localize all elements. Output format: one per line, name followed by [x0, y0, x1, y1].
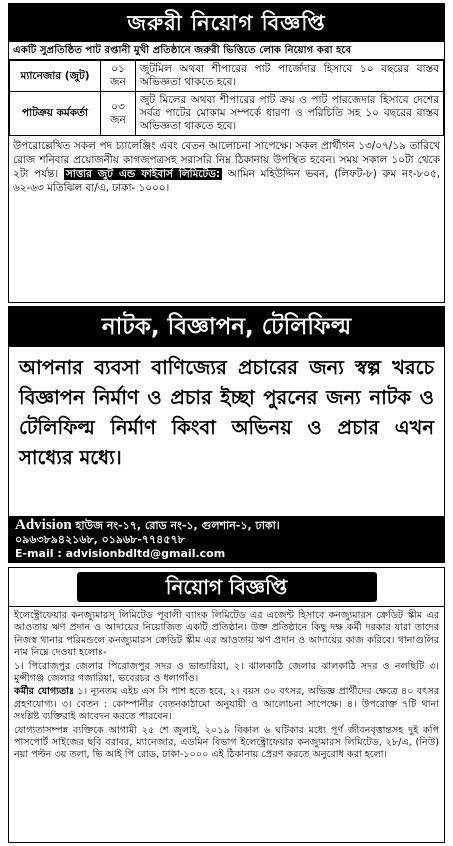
job-count: ০৩ জন	[101, 92, 136, 136]
advision-ad	[8, 306, 445, 563]
ad2-title: নাটক, বিজ্ঞাপন, টেলিফিল্ম	[9, 307, 444, 347]
ad2-contact	[9, 516, 444, 562]
job-position: ম্যানেজার (জুট)	[10, 61, 101, 92]
ad3-title: নিয়োগ বিজ্ঞপ্তি	[77, 572, 377, 602]
ad3-header	[9, 568, 444, 607]
ad3-text	[9, 607, 444, 766]
brand-address: হাউজ নং-১৭, রোড নং-১, গুলশান-১, ঢাকা।	[75, 519, 280, 532]
ad2-body: আপনার ব্যবসা বাণিজ্যের প্রচারের জন্য স্বল্প খরচে বিজ্ঞাপন নির্মাণ ও প্রচার ইচ্ছা পুরনের জন্য নাটক ও টেলিফিল্ম নির্মাণ কিংবা অভিনয় ও প্রচার এখন সাধ্যের মধ্যে।	[19, 356, 434, 469]
ad3-para4: যোগ্যতাসম্পন্ন ব্যক্তিকে আগামী ২৫ শে জুলাই, ২০১৯ বিকাল ৬ ঘটিকার মধ্যে পূর্ণ জীবনবৃত্তান্তসহ দুই কপি পাসপোর্ট সাইজের ছবি বরাবর, ম্যানেজার, এডমিন বিভাগ ইলেক্ট্রোফেয়ার কনজ্যুমারস লিমিটেড, ২৮/এ, (নিউ) নয়া পল্টন ৩য় তলা, ভি আই পি রোড, ঢাকা-১০০০ এই ঠিকানায় প্রেরণ করতে অনুরোধ করা হলো।	[14, 724, 439, 761]
company-address: আমিন মহিউদ্দিন ভবন, (লিফট-৮) রুম নং-৮০৫, ৬২-৬৩ মতিঝিল বা/এ, ঢাকা- ১০০০।	[13, 168, 441, 194]
ad1-footer	[9, 136, 444, 198]
recruitment-ad	[8, 567, 445, 843]
ad1-title: জরুরী নিয়োগ বিজ্ঞপ্তি	[9, 4, 444, 42]
table-row	[10, 92, 444, 136]
table-row	[10, 61, 444, 92]
job-requirement: জুটমিল অথবা শীপারের পাট পার্জেদার হিসাবে ১০ বছরের বাস্তব অভিজ্ঞতা থাকতে হবে।	[136, 61, 444, 92]
brand-name: Advision	[15, 517, 72, 533]
ad3-para2: ১। পিরোজপুর জেলার পিরোজপুর সদর ও ভান্ডারিয়া, ২। ঝালকাঠি জেলার ঝালকাঠি সদর ও নলছিটি ৩। মুন্সীগঞ্জ জেলার গজারিয়া, ভবেরচর ও ধলাগাঁও।	[14, 660, 439, 685]
ad3-para1: ইলেক্ট্রোফেয়ার কনজ্যুমারস্ লিমিটেড পূবালী ব্যাংক লিমিটেড এর এজেন্ট হিসাবে কনজ্যুমারস ক্রেডিট স্কীম এর আওতায় ঋণ প্রদান ও আদায়ের নিয়োজিত একটি প্রতিষ্ঠান। উক্ত প্রতিষ্ঠানে কিছু দক্ষ কর্মী দরকার যারা তাদের নিজস্ব থানার পরিমন্ডলে কনজ্যুমারস ক্রেডিট স্কীম এর আওতায় ঋণ প্রদান ও আদায়ের কাজ করিবে। থানাগুলির নাম নিম্নে দেওয়া হলোঃ-	[14, 610, 439, 659]
company-name: সাত্তার জুট এন্ড ফাইবার্স লিমিটেড:	[65, 168, 221, 180]
phone-numbers: ০৯৬৩৮৯৪২১৬৮, ০১৯৬৮-৭৭৪৫৭৮	[15, 533, 185, 546]
job-requirement: জুট মিলের অথবা শীপারের পাট ক্রয় ও পাট পারজেদার হিসাবে দেশের সর্বত্র পাটের মোকাম সম্পর্কে ধারণা ও পরিচিতি সহ ১০ বছরের বাস্তব অভিজ্ঞতা থাকতে হবে।	[136, 92, 444, 136]
email-address: E-mail : advisionbdltd@gmail.com	[15, 547, 226, 560]
jobs-table	[9, 60, 444, 136]
ad1-footer-text: উপরোল্লেখিত সকল পদ চ্যালেঞ্জিং এবং বেতন আলোচনা সাপেক্ষে। সকল প্রার্থীগন ১৩/০৭/১৯ তারিখে রোজ শনিবার প্রয়োজনীয় কাগজপত্রসহ সরাসরি নিম্ন ঠিকানায় উপস্থিত হবেন। সময় সকাল ১০টা থেকে ২টা পর্যন্ত।	[13, 140, 440, 180]
qual-label: কর্মীর যোগ্যতাঃ	[14, 686, 75, 698]
ad3-qualifications	[14, 686, 439, 723]
ad1-intro: একটি সুপ্রতিষ্ঠিত পাট রপ্তানী মুখী প্রতিষ্ঠানে জরুরী ভিত্তিতে লোক নিয়োগ করা হবে	[9, 42, 444, 60]
job-position: পাটক্রয় কর্মকর্তা	[10, 92, 101, 136]
ad3-para3: ১। ন্যূনতম এইচ এস সি পাশ হতে হবে, ২। বয়স ৩০ বৎসর, অভিজ্ঞ প্রার্থীদের ক্ষেত্রে ৪০ বৎসর গ্রহণযোগ্য। ৩। বেতন : কোম্পানীর বেতনকাঠামো অনুযায়ী ও আলোচনা সাপেক্ষে। ৪। উপরোক্ত ৭টি থানা সংশ্লিষ্ট ব্যক্তিরাই আবেদন করতে পারবেন।	[14, 686, 439, 723]
job-count: ০১ জন	[101, 61, 136, 92]
urgent-recruitment-ad	[8, 3, 445, 303]
